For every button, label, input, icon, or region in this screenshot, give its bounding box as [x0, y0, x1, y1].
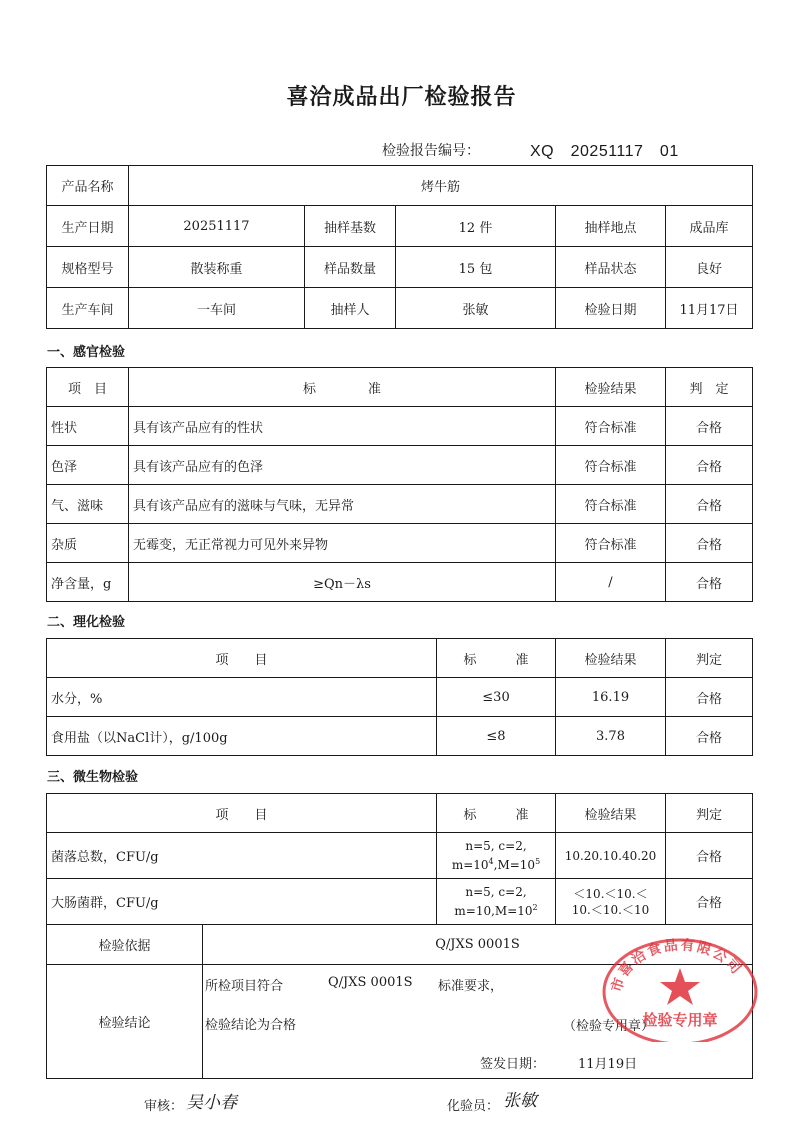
sensory-result: 符合标准 [556, 407, 666, 446]
report-number-value: XQ 20251117 01 [530, 143, 679, 160]
sample-base-label: 抽样基数 [305, 206, 396, 247]
workshop-value: 一车间 [129, 288, 305, 329]
company-seal-stamp [600, 930, 760, 1042]
table-row [47, 833, 753, 879]
physchem-standard: ≤8 [437, 717, 556, 756]
sensory-section-title: 一、感官检验 [47, 345, 126, 360]
sample-place-label: 抽样地点 [556, 206, 666, 247]
sensory-item: 气、滋味 [47, 485, 129, 524]
reviewer-signature: 吴小春 [186, 1093, 237, 1113]
sensory-standard: ≥Qn－λs [129, 563, 556, 602]
micro-result [556, 879, 666, 925]
sensory-standard: 具有该产品应有的色泽 [129, 446, 556, 485]
inspect-date-value: 11月17日 [666, 288, 753, 329]
sensory-verdict: 合格 [666, 485, 753, 524]
micro-standard [437, 833, 556, 879]
sampler-value: 张敏 [396, 288, 556, 329]
physchem-item: 水分，% [47, 678, 437, 717]
physchem-header-verdict: 判定 [666, 639, 753, 678]
sensory-item: 净含量，g [47, 563, 129, 602]
physchem-header-item: 项 目 [47, 639, 437, 678]
reviewer-label: 审核： [144, 1099, 184, 1114]
physchem-section-title: 二、理化检验 [47, 615, 126, 630]
sensory-result: 符合标准 [556, 485, 666, 524]
physchem-result: 16.19 [556, 678, 666, 717]
report-number-label: 检验报告编号： [382, 143, 480, 159]
micro-standard-M-exp: 2 [532, 903, 538, 912]
table-row [47, 717, 753, 756]
table-row [47, 407, 753, 446]
sensory-item: 性状 [47, 407, 129, 446]
workshop-label: 生产车间 [47, 288, 129, 329]
conclusion-result: 检验结论为合格 [205, 1018, 297, 1033]
micro-header-item: 项 目 [47, 794, 437, 833]
conclusion-text-a: 所检项目符合 [205, 979, 284, 994]
sensory-result: 符合标准 [556, 446, 666, 485]
micro-standard-m-exp: 4 [488, 857, 494, 866]
micro-header-result: 检验结果 [556, 794, 666, 833]
sensory-result: / [556, 563, 666, 602]
svg-text:市喜洽食品有限公司: 市喜洽食品有限公司 [608, 937, 746, 994]
micro-standard-line: n=5, c=2, [465, 885, 527, 899]
physchem-result: 3.78 [556, 717, 666, 756]
sensory-standard: 具有该产品应有的滋味与气味，无异常 [129, 485, 556, 524]
sample-qty-value: 15 包 [396, 247, 556, 288]
micro-verdict: 合格 [666, 879, 753, 925]
table-row [47, 446, 753, 485]
micro-standard [437, 879, 556, 925]
stamp-note: （检验专用章） [563, 1019, 655, 1034]
basis-value: Q/JXS 0001S [203, 925, 753, 965]
conclusion-text-c: 标准要求， [438, 979, 504, 994]
micro-result-line: ＜10.＜10.＜ [573, 886, 648, 901]
sensory-item: 色泽 [47, 446, 129, 485]
physchem-header-result: 检验结果 [556, 639, 666, 678]
tester-signature: 张敏 [503, 1091, 537, 1111]
micro-standard-line: n=5, c=2, [465, 839, 527, 853]
micro-standard-m: m=10,M=10 [454, 904, 533, 918]
basis-label: 检验依据 [47, 925, 203, 965]
spec-value: 散装称重 [129, 247, 305, 288]
sensory-header-standard: 标 准 [129, 368, 556, 407]
sensory-standard: 具有该产品应有的性状 [129, 407, 556, 446]
sample-qty-label: 样品数量 [305, 247, 396, 288]
sensory-result: 符合标准 [556, 524, 666, 563]
physchem-standard: ≤30 [437, 678, 556, 717]
sample-state-value: 良好 [666, 247, 753, 288]
sign-date-label: 签发日期： [480, 1057, 546, 1072]
sensory-header-item: 项 目 [47, 368, 129, 407]
conclusion-label: 检验结论 [47, 965, 203, 1079]
table-row [47, 678, 753, 717]
micro-header-standard: 标 准 [437, 794, 556, 833]
physchem-header-standard: 标 准 [437, 639, 556, 678]
micro-standard-M: ,M=10 [493, 858, 536, 872]
sensory-verdict: 合格 [666, 407, 753, 446]
spec-label: 规格型号 [47, 247, 129, 288]
production-date-value: 20251117 [129, 206, 305, 247]
sensory-verdict: 合格 [666, 563, 753, 602]
micro-standard-M-exp: 5 [535, 857, 541, 866]
micro-verdict: 合格 [666, 833, 753, 879]
product-name-value: 烤牛筋 [129, 166, 753, 206]
table-row [47, 524, 753, 563]
physchem-table [46, 638, 753, 756]
physchem-item: 食用盐（以NaCl计），g/100g [47, 717, 437, 756]
physchem-verdict: 合格 [666, 678, 753, 717]
sign-date-value: 11月19日 [578, 1057, 638, 1072]
sensory-header-result: 检验结果 [556, 368, 666, 407]
sensory-standard: 无霉变，无正常视力可见外来异物 [129, 524, 556, 563]
micro-item: 大肠菌群，CFU/g [47, 879, 437, 925]
micro-result-line: 10.＜10.＜10 [571, 902, 650, 917]
micro-header-verdict: 判定 [666, 794, 753, 833]
micro-item: 菌落总数，CFU/g [47, 833, 437, 879]
sensory-header-verdict: 判 定 [666, 368, 753, 407]
product-name-label: 产品名称 [47, 166, 129, 206]
table-row [47, 563, 753, 602]
sampler-label: 抽样人 [305, 288, 396, 329]
inspect-date-label: 检验日期 [556, 288, 666, 329]
micro-standard-m: m=10 [451, 858, 489, 872]
conclusion-standard-code: Q/JXS 0001S [328, 975, 413, 990]
micro-section-title: 三、微生物检验 [47, 770, 139, 785]
physchem-verdict: 合格 [666, 717, 753, 756]
sensory-verdict: 合格 [666, 446, 753, 485]
sample-place-value: 成品库 [666, 206, 753, 247]
production-date-label: 生产日期 [47, 206, 129, 247]
product-info-table [46, 165, 753, 329]
sample-base-value: 12 件 [396, 206, 556, 247]
micro-result: 10.20.10.40.20 [556, 833, 666, 879]
table-row [47, 485, 753, 524]
svg-text:检验专用章: 检验专用章 [642, 1011, 718, 1029]
sample-state-label: 样品状态 [556, 247, 666, 288]
table-row [47, 879, 753, 925]
report-title: 喜洽成品出厂检验报告 [286, 85, 517, 110]
sensory-item: 杂质 [47, 524, 129, 563]
sensory-verdict: 合格 [666, 524, 753, 563]
sensory-table [46, 367, 753, 602]
tester-label: 化验员： [447, 1099, 500, 1114]
